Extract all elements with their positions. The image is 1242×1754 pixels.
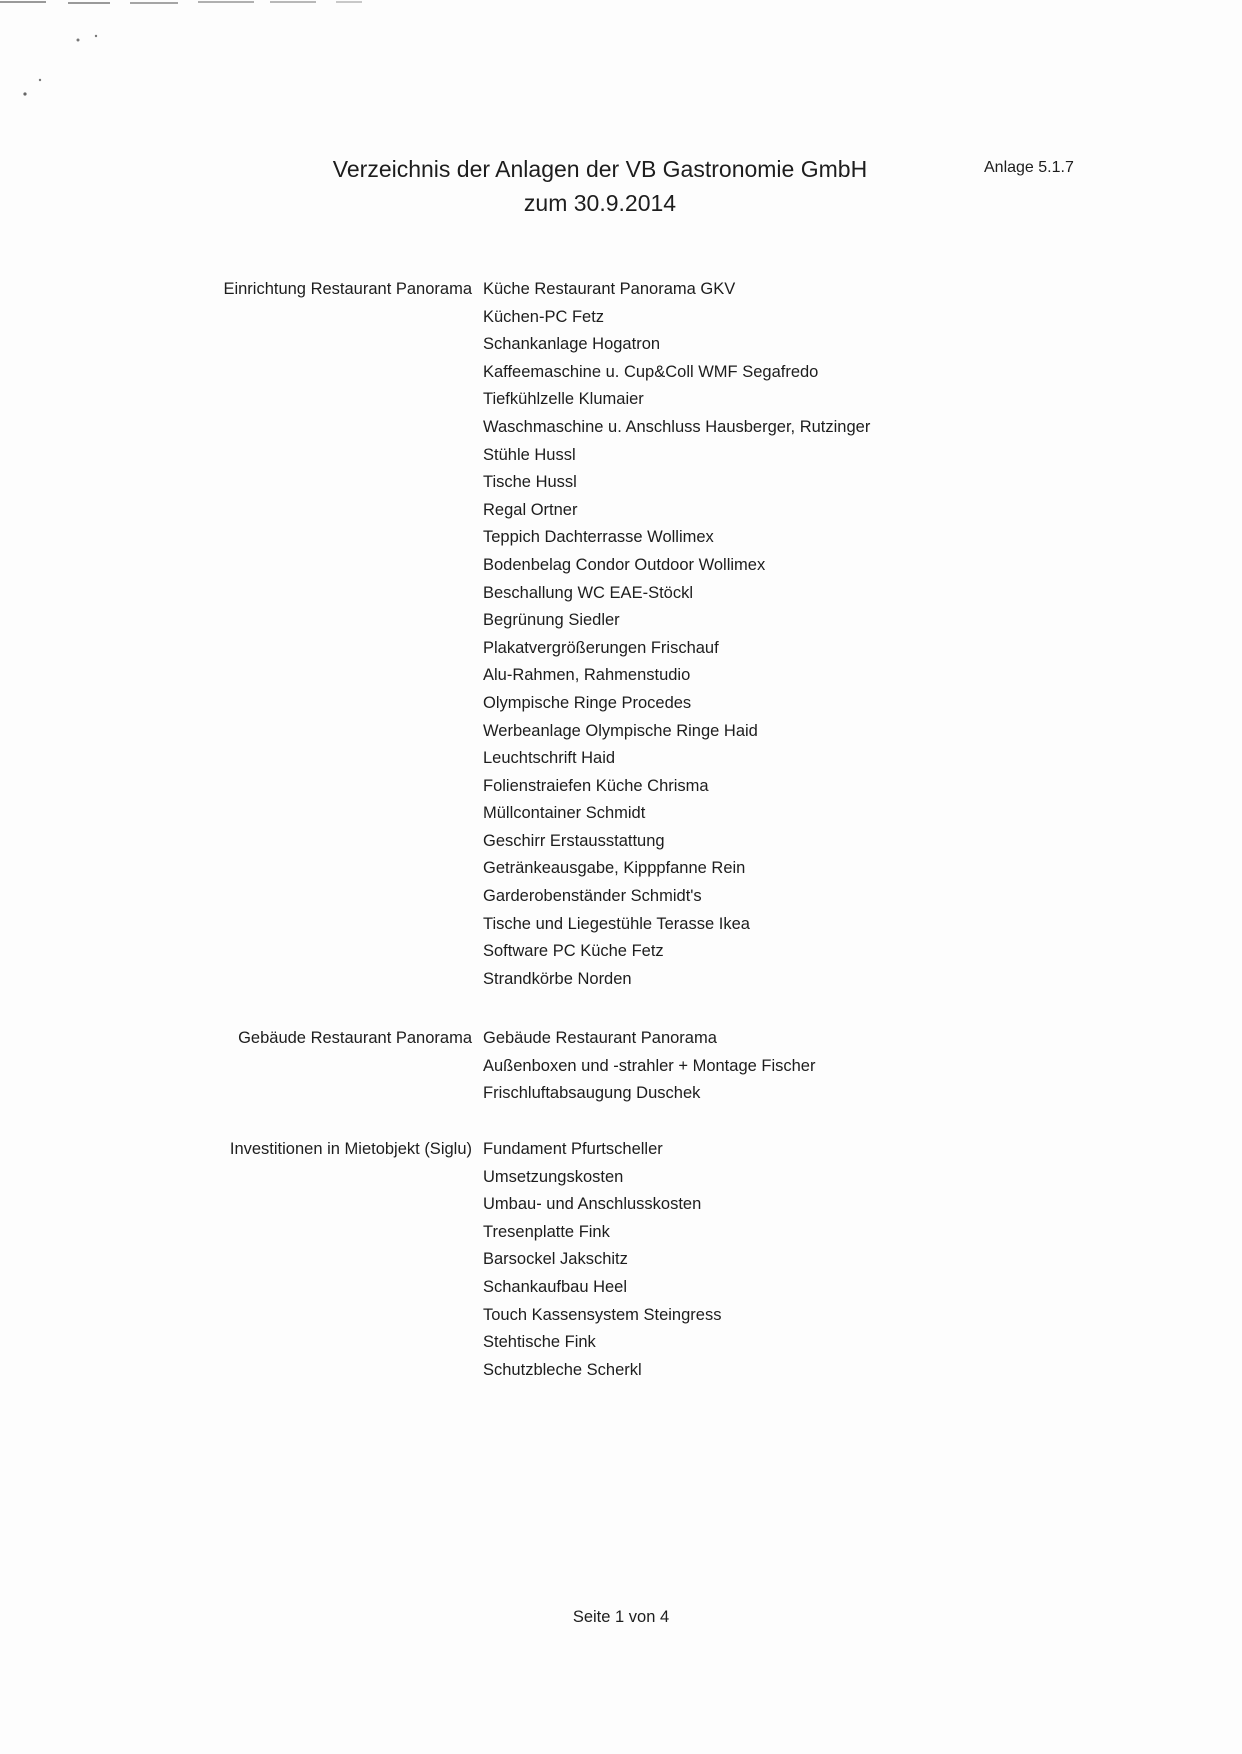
list-item: Tische und Liegestühle Terasse Ikea — [483, 914, 750, 933]
list-item: Barsockel Jakschitz — [483, 1250, 628, 1269]
list-item: Tiefkühlzelle Klumaier — [483, 390, 644, 409]
list-item: Software PC Küche Fetz — [483, 942, 664, 961]
scan-artifact-marks — [0, 0, 380, 110]
list-item: Folienstraiefen Küche Chrisma — [483, 776, 709, 795]
document-title — [300, 152, 900, 220]
list-item: Bodenbelag Condor Outdoor Wollimex — [483, 555, 766, 574]
title-line-date: zum 30.9.2014 — [523, 190, 677, 216]
list-item: Stehtische Fink — [483, 1333, 596, 1352]
list-item: Müllcontainer Schmidt — [483, 804, 646, 823]
list-item: Touch Kassensystem Steingress — [483, 1305, 722, 1324]
list-item: Leuchtschrift Haid — [483, 749, 616, 768]
list-item: Plakatvergrößerungen Frischauf — [483, 638, 719, 657]
list-item: Fundament Pfurtscheller — [483, 1140, 663, 1158]
list-item: Schutzbleche Scherkl — [483, 1360, 642, 1379]
list-item: Umsetzungskosten — [483, 1167, 624, 1186]
section-label: Gebäude Restaurant Panorama — [238, 1029, 472, 1047]
list-item: Olympische Ringe Procedes — [483, 693, 692, 712]
section-label: Investitionen in Mietobjekt (Siglu) — [229, 1140, 472, 1158]
list-item: Garderobenständer Schmidt's — [483, 887, 702, 906]
list-item: Küchen-PC Fetz — [483, 307, 605, 326]
list-item: Beschallung WC EAE-Stöckl — [483, 583, 693, 602]
list-item: Strandkörbe Norden — [483, 969, 632, 988]
list-item: Frischluftabsaugung Duschek — [483, 1084, 701, 1103]
list-item: Werbeanlage Olympische Ringe Haid — [483, 721, 758, 740]
list-item: Geschirr Erstausstattung — [483, 831, 665, 850]
list-item: Gebäude Restaurant Panorama — [483, 1029, 717, 1047]
section-label: Einrichtung Restaurant Panorama — [223, 280, 472, 298]
title-line-main: Verzeichnis der Anlagen der VB Gastronomie GmbH — [332, 156, 868, 182]
asset-list — [483, 1025, 815, 1108]
list-item: Begrünung Siedler — [483, 611, 620, 630]
list-item: Tische Hussl — [483, 473, 577, 492]
list-item: Stühle Hussl — [483, 445, 576, 464]
asset-list — [483, 276, 870, 993]
list-item: Tresenplatte Fink — [483, 1222, 610, 1241]
page-number: Seite 1 von 4 — [572, 1608, 670, 1626]
asset-list — [483, 1136, 721, 1384]
list-item: Alu-Rahmen, Rahmenstudio — [483, 666, 691, 685]
list-item: Außenboxen und -strahler + Montage Fischer — [483, 1056, 816, 1075]
appendix-reference: Anlage 5.1.7 — [984, 159, 1074, 176]
list-item: Teppich Dachterrasse Wollimex — [483, 528, 714, 547]
list-item: Regal Ortner — [483, 500, 578, 519]
list-item: Küche Restaurant Panorama GKV — [483, 280, 736, 298]
list-item: Umbau- und Anschlusskosten — [483, 1195, 702, 1214]
list-item: Kaffeemaschine u. Cup&Coll WMF Segafredo — [483, 362, 819, 381]
list-item: Waschmaschine u. Anschluss Hausberger, Rutzinger — [483, 417, 871, 436]
list-item: Schankaufbau Heel — [483, 1277, 628, 1296]
list-item: Schankanlage Hogatron — [483, 335, 661, 354]
list-item: Getränkeausgabe, Kipppfanne Rein — [483, 859, 746, 878]
